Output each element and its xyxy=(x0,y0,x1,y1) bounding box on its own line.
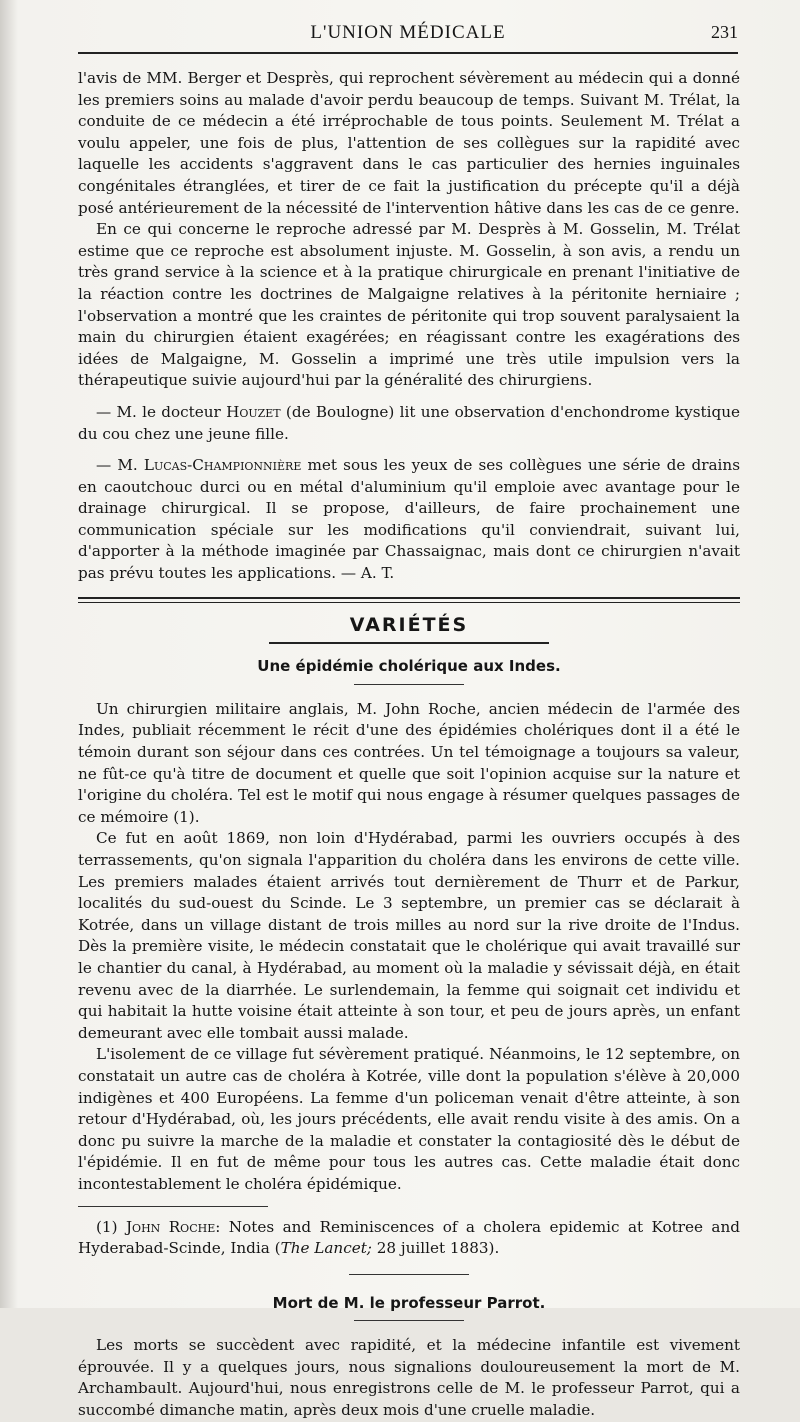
article-title-rule xyxy=(354,684,464,685)
article-title-cholera: Une épidémie cholérique aux Indes. xyxy=(257,657,561,676)
lucas-lead: — M. xyxy=(96,456,138,475)
paragraph-hyderabad: Ce fut en août 1869, non loin d'Hydérabad, parmi les ouvriers occupés à des terrassements, qu'on signala l'apparition du choléra dans les environs de cette ville. Les premiers malades étaient arrivés tout dernièrement de Thurr et de Parkur, localités du sud-ouest du Scinde. Le 3 septembre, un premier cas se déclarait à Kotrée, dans un village distant de trois milles au nord sur la rive droite de l'Indus. Dès la première visite, le médecin constatait que le cholérique qui avait travaillé sur le chantier du canal, à Hydérabad, au moment où la maladie y sévissait déjà, en était revenu avec de la diarrhée. Le surlendemain, la femme qui soignait cet individu et qui habitait la hutte voisine était atteinte à son tour, et peu de jours après, un enfant demeurant avec elle tombait aussi malade. xyxy=(78,829,740,1042)
houzet-name: Houzet xyxy=(226,402,281,421)
lucas-name: Lucas-Championnière xyxy=(143,456,302,475)
journal-title: L'UNION MÉDICALE xyxy=(310,22,506,43)
footnote xyxy=(78,1217,740,1260)
lucas-text: met sous les yeux de ses collègues une série de drains en caoutchouc durci ou en métal d'aluminium qu'il emploie avec avantage pour le drainage chirurgical. Il se propose, d'ailleurs, de faire prochainement une communication spéciale sur les modifications qu'il conviendrait, suivant lui, d'apporter à la méthode imaginée par Chassaignac, mais dont ce chirurgien n'avait pas prévu toutes les applications. — A. T. xyxy=(78,456,740,583)
article-separator xyxy=(349,1274,469,1275)
paragraph-lucas-championniere xyxy=(78,455,740,585)
article-title-parrot: Mort de M. le professeur Parrot. xyxy=(272,1293,546,1312)
paragraph-roche: Un chirurgien militaire anglais, M. John Roche, ancien médecin de l'armée des Indes, publiait récemment le récit d'une des épidémies cholériques dont il a été le témoin durant son séjour dans ces contrées. Un tel témoignage a toujours sa valeur, ne fût-ce qu'à titre de document et quelle que soit l'opinion acquise sur la nature et l'origine du choléra. Tel est le motif qui nous engage à résumer quelques passages de ce mémoire (1). xyxy=(78,699,740,826)
running-header xyxy=(78,20,738,46)
paragraph-trelat: l'avis de MM. Berger et Desprès, qui reprochent sévèrement au médecin qui a donné les premiers soins au malade d'avoir perdu beaucoup de temps. Suivant M. Trélat, la conduite de ce médecin a été irréprochable de tous points. Seulement M. Trélat a voulu appeler, une fois de plus, l'attention de ses collègues sur la rapidité avec laquelle les accidents s'aggravent dans le cas particulier des hernies inguinales congénitales étranglées, et tirer de ce fait la justification du précepte qu'il a déjà posé antérieurement de la nécessité de l'intervention hâtive dans les cas de ce genre. xyxy=(78,69,740,217)
paragraph-isolation: L'isolement de ce village fut sévèrement pratiqué. Néanmoins, le 12 septembre, on constatait un autre cas de choléra à Kotrée, ville dont la population s'élève à 20,000 indigènes et 400 Européens. La femme d'un policeman venait d'être atteinte, à son retour d'Hydérabad, où, les jours précédents, elle avait rendu visite à des amis. On a donc pu suivre la marche de la maladie et constater la contagiosité dès le début de l'épidémie. Il en fut de même pour tous les autres cas. Cette maladie était donc incontestablement le choléra épidémique. xyxy=(78,1045,740,1193)
page-number: 231 xyxy=(711,22,738,42)
footnote-rule xyxy=(78,1206,268,1207)
footnote-text: : Notes and Reminiscences of a cholera epidemic at Kotree and Hyderabad-Scinde, India ( xyxy=(78,1217,740,1258)
footnote-author: John Roche xyxy=(125,1217,216,1236)
paragraph-parrot: Les morts se succèdent avec rapidité, et la médecine infantile est vivement éprouvée. Il y a quelques jours, nous signalions douloureusement la mort de M. Archambault. Aujourd'hui, nous enregistrons celle de M. le professeur Parrot, qui a succombé dimanche matin, après deux mois d'une cruelle maladie. xyxy=(78,1336,740,1420)
article-title-rule-2 xyxy=(354,1320,464,1321)
footnote-journal: The Lancet; xyxy=(280,1239,372,1258)
header-rule xyxy=(78,52,738,54)
section-title: VARIÉTÉS xyxy=(349,613,469,636)
footnote-marker: (1) xyxy=(96,1217,118,1236)
paragraph-gosselin: En ce qui concerne le reproche adressé par M. Desprès à M. Gosselin, M. Trélat estime que ce reproche est absolument injuste. M. Gosselin, à son avis, a rendu un très grand service à la science et à la pratique chirurgicale en prenant l'initiative de la réaction contre les doctrines de Malgaigne relatives à la péritonite herniaire ; l'observation a montré que les craintes de péritonite qui trop souvent paralysaient la main du chirurgien étaient exagérées; en réagissant contre les exagérations des idées de Malgaigne, M. Gosselin a imprimé une très utile impulsion vers la thérapeutique suivie aujourd'hui par la généralité des chirurgiens. xyxy=(78,220,740,390)
section-title-rule xyxy=(269,642,549,644)
section-divider xyxy=(78,597,740,603)
paragraph-houzet xyxy=(78,402,740,445)
footnote-date: 28 juillet 1883). xyxy=(371,1239,500,1258)
houzet-text: (de Boulogne) lit une observation d'enchondrome kystique du cou chez une jeune fille. xyxy=(78,402,741,443)
main-text xyxy=(78,68,740,1422)
houzet-lead: — M. le docteur xyxy=(96,402,221,421)
